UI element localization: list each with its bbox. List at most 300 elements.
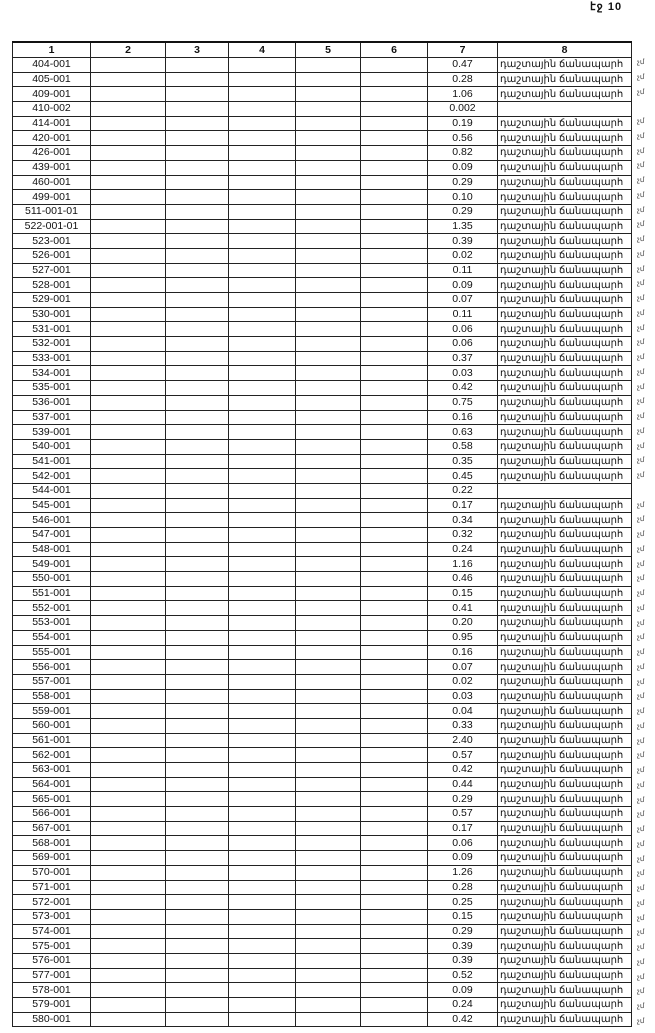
land-type-cell: դաշտային ճանապարհ [498, 263, 632, 278]
parcel-code-cell: 414-001 [13, 116, 91, 131]
land-type-cell: դաշտային ճանապարհ [498, 674, 632, 689]
col-3-cell [166, 924, 229, 939]
table-row [13, 704, 632, 719]
col-3-cell [166, 307, 229, 322]
area-cell: 0.37 [428, 351, 498, 366]
table-row [13, 234, 632, 249]
margin-mark: չմ [637, 693, 645, 701]
col-2-cell [91, 645, 166, 660]
col-5-cell [296, 366, 361, 381]
land-type-cell: դաշտային ճանապարհ [498, 924, 632, 939]
col-6-cell [361, 175, 428, 190]
area-cell: 0.09 [428, 278, 498, 293]
col-5-cell [296, 87, 361, 102]
col-6-cell [361, 293, 428, 308]
header-col-1: 1 [13, 42, 91, 58]
col-5-cell [296, 836, 361, 851]
land-type-cell: դաշտային ճանապարհ [498, 763, 632, 778]
col-5-cell [296, 204, 361, 219]
land-type-cell: դաշտային ճանապարհ [498, 836, 632, 851]
col-4-cell [229, 630, 296, 645]
parcel-code-cell: 577-001 [13, 968, 91, 983]
col-3-cell [166, 439, 229, 454]
parcel-code-cell: 426-001 [13, 146, 91, 161]
col-5-cell [296, 190, 361, 205]
margin-mark: չմ [637, 575, 645, 583]
area-cell: 0.63 [428, 425, 498, 440]
parcel-code-cell: 570-001 [13, 865, 91, 880]
col-4-cell [229, 160, 296, 175]
col-6-cell [361, 351, 428, 366]
col-6-cell [361, 410, 428, 425]
table-row [13, 909, 632, 924]
margin-mark: չմ [637, 147, 645, 155]
land-type-cell: դաշտային ճանապարհ [498, 351, 632, 366]
land-type-cell: դաշտային ճանապարհ [498, 660, 632, 675]
col-2-cell [91, 616, 166, 631]
col-4-cell [229, 998, 296, 1013]
margin-mark: չմ [637, 73, 645, 81]
header-col-8: 8 [498, 42, 632, 58]
col-2-cell [91, 674, 166, 689]
header-col-4: 4 [229, 42, 296, 58]
area-cell: 0.25 [428, 895, 498, 910]
area-cell: 0.42 [428, 763, 498, 778]
area-cell: 0.32 [428, 528, 498, 543]
col-4-cell [229, 498, 296, 513]
col-4-cell [229, 146, 296, 161]
land-type-cell [498, 483, 632, 498]
col-5-cell [296, 234, 361, 249]
area-cell: 0.34 [428, 513, 498, 528]
col-3-cell [166, 704, 229, 719]
col-3-cell [166, 351, 229, 366]
parcel-code-cell: 568-001 [13, 836, 91, 851]
col-5-cell [296, 1012, 361, 1027]
land-type-cell: դաշտային ճանապարհ [498, 278, 632, 293]
margin-mark: չմ [637, 796, 645, 804]
col-4-cell [229, 263, 296, 278]
margin-mark: չմ [637, 973, 645, 981]
col-6-cell [361, 924, 428, 939]
col-5-cell [296, 865, 361, 880]
margin-mark: չմ [637, 368, 645, 376]
col-2-cell [91, 895, 166, 910]
col-5-cell [296, 821, 361, 836]
col-2-cell [91, 718, 166, 733]
col-6-cell [361, 660, 428, 675]
margin-mark: չմ [637, 295, 645, 302]
parcel-code-cell: 548-001 [13, 542, 91, 557]
col-5-cell [296, 293, 361, 308]
col-3-cell [166, 498, 229, 513]
margin-mark: չմ [637, 708, 645, 715]
area-cell: 0.07 [428, 293, 498, 308]
col-6-cell [361, 116, 428, 131]
col-4-cell [229, 351, 296, 366]
margin-mark: չմ [637, 1017, 645, 1025]
col-4-cell [229, 880, 296, 895]
parcel-code-cell: 530-001 [13, 307, 91, 322]
col-2-cell [91, 498, 166, 513]
parcel-code-cell: 420-001 [13, 131, 91, 146]
land-type-cell: դաշտային ճանապարհ [498, 160, 632, 175]
margin-mark: չմ [637, 339, 645, 347]
table-row [13, 953, 632, 968]
table-row [13, 557, 632, 572]
table-row [13, 674, 632, 689]
col-3-cell [166, 998, 229, 1013]
col-2-cell [91, 630, 166, 645]
col-6-cell [361, 645, 428, 660]
col-6-cell [361, 968, 428, 983]
col-5-cell [296, 146, 361, 161]
col-3-cell [166, 131, 229, 146]
area-cell: 0.07 [428, 660, 498, 675]
col-6-cell [361, 307, 428, 322]
parcel-code-cell: 405-001 [13, 72, 91, 87]
col-3-cell [166, 513, 229, 528]
area-cell: 0.95 [428, 630, 498, 645]
col-2-cell [91, 763, 166, 778]
col-2-cell [91, 307, 166, 322]
col-2-cell [91, 851, 166, 866]
col-5-cell [296, 219, 361, 234]
col-2-cell [91, 234, 166, 249]
col-2-cell [91, 1012, 166, 1027]
col-5-cell [296, 248, 361, 263]
col-4-cell [229, 968, 296, 983]
col-2-cell [91, 807, 166, 822]
table-row [13, 542, 632, 557]
margin-mark: չմ [637, 88, 645, 96]
col-3-cell [166, 175, 229, 190]
col-4-cell [229, 454, 296, 469]
header-col-7: 7 [428, 42, 498, 58]
area-cell: 0.45 [428, 469, 498, 484]
col-3-cell [166, 366, 229, 381]
col-2-cell [91, 733, 166, 748]
land-type-cell: դաշտային ճանապարհ [498, 410, 632, 425]
land-type-cell: դաշտային ճանապարհ [498, 234, 632, 249]
col-4-cell [229, 953, 296, 968]
margin-mark: չմ [637, 118, 645, 125]
margin-mark: չմ [637, 132, 645, 140]
col-6-cell [361, 542, 428, 557]
col-3-cell [166, 190, 229, 205]
margin-mark: չմ [637, 767, 645, 774]
margin-mark: չմ [637, 442, 645, 450]
col-4-cell [229, 58, 296, 73]
col-6-cell [361, 792, 428, 807]
col-2-cell [91, 792, 166, 807]
area-cell: 0.20 [428, 616, 498, 631]
land-type-cell: դաշտային ճանապարհ [498, 366, 632, 381]
area-cell: 1.26 [428, 865, 498, 880]
table-row [13, 748, 632, 763]
area-cell: 0.28 [428, 880, 498, 895]
table-row [13, 72, 632, 87]
col-2-cell [91, 660, 166, 675]
area-cell: 0.39 [428, 939, 498, 954]
col-2-cell [91, 263, 166, 278]
table-row [13, 645, 632, 660]
land-type-cell: դաշտային ճանապարհ [498, 469, 632, 484]
parcel-code-cell: 580-001 [13, 1012, 91, 1027]
parcel-code-cell: 546-001 [13, 513, 91, 528]
col-3-cell [166, 660, 229, 675]
col-4-cell [229, 219, 296, 234]
table-row [13, 278, 632, 293]
col-2-cell [91, 586, 166, 601]
col-3-cell [166, 293, 229, 308]
parcel-code-cell: 539-001 [13, 425, 91, 440]
parcel-code-cell: 553-001 [13, 616, 91, 631]
margin-mark: չմ [637, 309, 645, 317]
col-2-cell [91, 572, 166, 587]
col-6-cell [361, 674, 428, 689]
land-type-cell: դաշտային ճանապարհ [498, 439, 632, 454]
col-5-cell [296, 160, 361, 175]
col-6-cell [361, 278, 428, 293]
table-row [13, 983, 632, 998]
col-6-cell [361, 498, 428, 513]
margin-mark: չմ [637, 619, 645, 627]
col-5-cell [296, 410, 361, 425]
area-cell: 0.19 [428, 116, 498, 131]
col-3-cell [166, 968, 229, 983]
parcel-code-cell: 555-001 [13, 645, 91, 660]
col-6-cell [361, 601, 428, 616]
table-row [13, 102, 632, 117]
table-row [13, 366, 632, 381]
col-6-cell [361, 851, 428, 866]
margin-mark: չմ [637, 737, 645, 745]
col-5-cell [296, 704, 361, 719]
margin-mark: չմ [637, 545, 645, 553]
col-4-cell [229, 895, 296, 910]
col-6-cell [361, 865, 428, 880]
parcel-code-cell: 571-001 [13, 880, 91, 895]
area-cell: 0.17 [428, 821, 498, 836]
col-4-cell [229, 234, 296, 249]
margin-mark: չմ [637, 1003, 645, 1010]
col-5-cell [296, 439, 361, 454]
col-2-cell [91, 454, 166, 469]
col-6-cell [361, 895, 428, 910]
parcel-code-cell: 554-001 [13, 630, 91, 645]
table-row [13, 248, 632, 263]
parcel-table [12, 41, 632, 1027]
table-row [13, 160, 632, 175]
col-2-cell [91, 689, 166, 704]
area-cell: 1.16 [428, 557, 498, 572]
col-4-cell [229, 542, 296, 557]
col-5-cell [296, 528, 361, 543]
table-row [13, 763, 632, 778]
col-4-cell [229, 175, 296, 190]
col-4-cell [229, 733, 296, 748]
col-4-cell [229, 704, 296, 719]
margin-mark: չմ [637, 914, 645, 922]
col-5-cell [296, 469, 361, 484]
margin-mark: չմ [637, 929, 645, 937]
col-2-cell [91, 557, 166, 572]
col-4-cell [229, 718, 296, 733]
col-5-cell [296, 939, 361, 954]
margin-mark: չմ [637, 221, 645, 229]
parcel-code-cell: 535-001 [13, 381, 91, 396]
col-6-cell [361, 528, 428, 543]
parcel-code-cell: 511-001-01 [13, 204, 91, 219]
area-cell: 0.52 [428, 968, 498, 983]
table-row [13, 322, 632, 337]
area-cell: 0.29 [428, 792, 498, 807]
area-cell: 2.40 [428, 733, 498, 748]
col-3-cell [166, 102, 229, 117]
land-type-cell: դաշտային ճանապարհ [498, 454, 632, 469]
col-3-cell [166, 718, 229, 733]
table-row [13, 175, 632, 190]
table-row [13, 998, 632, 1013]
table-row [13, 616, 632, 631]
col-6-cell [361, 718, 428, 733]
table-row [13, 601, 632, 616]
land-type-cell: դաշտային ճանապարհ [498, 807, 632, 822]
col-3-cell [166, 410, 229, 425]
col-3-cell [166, 983, 229, 998]
col-3-cell [166, 483, 229, 498]
parcel-code-cell: 569-001 [13, 851, 91, 866]
col-2-cell [91, 102, 166, 117]
col-6-cell [361, 733, 428, 748]
parcel-code-cell: 439-001 [13, 160, 91, 175]
col-6-cell [361, 248, 428, 263]
col-4-cell [229, 410, 296, 425]
margin-mark: չմ [637, 413, 645, 420]
col-6-cell [361, 616, 428, 631]
col-4-cell [229, 645, 296, 660]
land-type-cell: դաշտային ճանապարհ [498, 851, 632, 866]
table-row [13, 116, 632, 131]
parcel-code-cell: 565-001 [13, 792, 91, 807]
col-6-cell [361, 439, 428, 454]
header-col-5: 5 [296, 42, 361, 58]
margin-mark: չմ [637, 840, 645, 848]
col-2-cell [91, 72, 166, 87]
col-3-cell [166, 763, 229, 778]
header-col-3: 3 [166, 42, 229, 58]
col-2-cell [91, 322, 166, 337]
land-type-cell: դաշտային ճանապարհ [498, 337, 632, 352]
col-2-cell [91, 395, 166, 410]
col-5-cell [296, 498, 361, 513]
parcel-code-cell: 547-001 [13, 528, 91, 543]
col-6-cell [361, 72, 428, 87]
table-row [13, 924, 632, 939]
area-cell: 0.04 [428, 704, 498, 719]
margin-mark: չմ [637, 870, 645, 878]
land-type-cell: դաշտային ճանապարհ [498, 895, 632, 910]
area-cell: 0.39 [428, 953, 498, 968]
header-row [13, 42, 632, 58]
col-3-cell [166, 278, 229, 293]
col-6-cell [361, 557, 428, 572]
margin-mark: չմ [637, 427, 645, 435]
col-5-cell [296, 909, 361, 924]
col-5-cell [296, 483, 361, 498]
col-2-cell [91, 777, 166, 792]
col-4-cell [229, 469, 296, 484]
land-type-cell: դաշտային ճանապարհ [498, 630, 632, 645]
area-cell: 0.29 [428, 924, 498, 939]
area-cell: 0.35 [428, 454, 498, 469]
parcel-code-cell: 559-001 [13, 704, 91, 719]
parcel-code-cell: 567-001 [13, 821, 91, 836]
land-type-cell: դաշտային ճանապարհ [498, 748, 632, 763]
area-cell: 0.06 [428, 836, 498, 851]
table-row [13, 351, 632, 366]
land-type-cell: դաշտային ճանապարհ [498, 58, 632, 73]
col-4-cell [229, 939, 296, 954]
parcel-code-cell: 523-001 [13, 234, 91, 249]
col-4-cell [229, 72, 296, 87]
col-3-cell [166, 807, 229, 822]
parcel-code-cell: 542-001 [13, 469, 91, 484]
land-type-cell: դաշտային ճանապարհ [498, 219, 632, 234]
col-4-cell [229, 836, 296, 851]
col-6-cell [361, 58, 428, 73]
land-type-cell: դաշտային ճանապարհ [498, 777, 632, 792]
col-2-cell [91, 939, 166, 954]
col-3-cell [166, 204, 229, 219]
col-4-cell [229, 821, 296, 836]
margin-mark: չմ [637, 590, 645, 597]
col-3-cell [166, 733, 229, 748]
table-row [13, 807, 632, 822]
margin-mark: չմ [637, 634, 645, 642]
margin-mark: չմ [637, 250, 645, 258]
area-cell: 0.17 [428, 498, 498, 513]
col-3-cell [166, 953, 229, 968]
table-row [13, 792, 632, 807]
col-6-cell [361, 939, 428, 954]
col-3-cell [166, 58, 229, 73]
table-row [13, 146, 632, 161]
parcel-code-cell: 545-001 [13, 498, 91, 513]
col-2-cell [91, 909, 166, 924]
col-5-cell [296, 131, 361, 146]
land-type-cell: դաշտային ճանապարհ [498, 248, 632, 263]
col-4-cell [229, 689, 296, 704]
col-5-cell [296, 792, 361, 807]
table-row [13, 851, 632, 866]
land-type-cell: դաշտային ճանապարհ [498, 704, 632, 719]
col-4-cell [229, 248, 296, 263]
land-type-cell: դաշտային ճանապարհ [498, 939, 632, 954]
table-row [13, 836, 632, 851]
parcel-code-cell: 556-001 [13, 660, 91, 675]
table-row [13, 865, 632, 880]
col-2-cell [91, 865, 166, 880]
col-4-cell [229, 307, 296, 322]
col-2-cell [91, 983, 166, 998]
land-type-cell: դաշտային ճանապարհ [498, 498, 632, 513]
col-6-cell [361, 131, 428, 146]
table-row [13, 586, 632, 601]
col-2-cell [91, 821, 166, 836]
col-3-cell [166, 528, 229, 543]
